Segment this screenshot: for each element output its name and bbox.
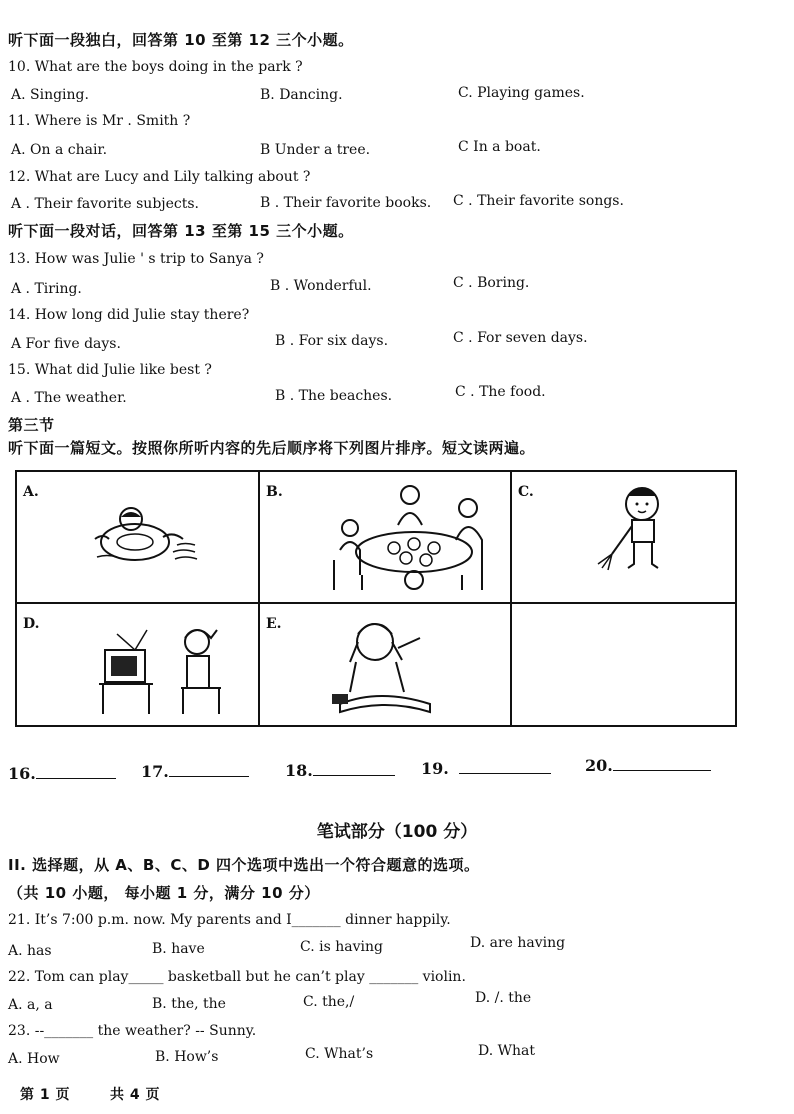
picture-a-label: A. [23,484,39,500]
q21-option-b[interactable]: B. have [152,941,205,957]
choice-subheading: （共 10 小题， 每小题 1 分，满分 10 分） [8,884,320,902]
q10-option-c[interactable]: C. Playing games. [458,85,585,101]
q13-option-a[interactable]: A . Tiring. [11,281,82,297]
q21-option-c[interactable]: C. is having [300,939,383,955]
question-21: 21. It’s 7:00 p.m. now. My parents and I_______ dinner happily. [8,912,451,928]
blank-number: 19. [421,759,449,778]
blank-number: 16. [8,764,36,783]
blank-number: 17. [141,762,169,781]
picture-d [17,604,258,727]
q12-option-b[interactable]: B . Their favorite books. [260,195,432,211]
picture-b-label: B. [266,484,283,500]
question-13: 13. How was Julie ' s trip to Sanya ? [8,251,264,267]
written-part-title: 笔试部分（100 分） [316,822,478,842]
picture-d-label: D. [23,616,40,632]
part3-instruction: 听下面一篇短文。按照你所听内容的先后顺序将下列图片排序。短文读两遍。 [8,439,536,457]
family-dinner-icon [322,480,502,595]
q22-option-d[interactable]: D. /. the [475,990,532,1006]
choice-heading: II. 选择题，从 A、B、C、D 四个选项中选出一个符合题意的选项。 [8,856,480,874]
blank-number: 20. [585,756,613,775]
q14-option-a[interactable]: A For five days. [11,336,121,352]
answer-blank-17[interactable] [141,762,249,781]
question-23: 23. --_______ the weather? -- Sunny. [8,1023,257,1039]
q15-option-a[interactable]: A . The weather. [11,390,127,406]
picture-grid [15,470,737,727]
question-11: 11. Where is Mr . Smith ? [8,113,191,129]
q22-option-c[interactable]: C. the,/ [303,994,355,1010]
q21-option-d[interactable]: D. are having [470,935,566,951]
question-10: 10. What are the boys doing in the park ? [8,59,303,75]
q10-option-a[interactable]: A. Singing. [11,87,89,103]
q12-option-a[interactable]: A . Their favorite subjects. [11,196,200,212]
q23-option-c[interactable]: C. What’s [305,1046,374,1062]
monologue-heading: 听下面一段独白，回答第 10 至第 12 三个小题。 [8,31,354,49]
q14-option-b[interactable]: B . For six days. [275,333,389,349]
q11-option-c[interactable]: C In a boat. [458,139,541,155]
boy-studying-icon [330,612,440,722]
q12-option-c[interactable]: C . Their favorite songs. [453,193,624,209]
q15-option-b[interactable]: B . The beaches. [275,388,393,404]
q13-option-b[interactable]: B . Wonderful. [270,278,372,294]
blank-number: 18. [285,761,313,780]
swimming-boy-icon [87,497,207,587]
answer-blank-20[interactable] [585,756,711,775]
q23-option-d[interactable]: D. What [478,1043,536,1059]
dialogue-heading: 听下面一段对话，回答第 13 至第 15 三个小题。 [8,222,354,240]
picture-e [260,604,510,727]
page-total: 共 4 页 [110,1087,160,1103]
answer-blank-19[interactable] [421,759,551,778]
page-number: 第 1 页 [20,1087,70,1103]
picture-a [17,472,258,602]
q11-option-b[interactable]: B Under a tree. [260,142,371,158]
question-22: 22. Tom can play_____ basketball but he can’t play _______ violin. [8,969,466,985]
question-14: 14. How long did Julie stay there? [8,307,250,323]
q13-option-c[interactable]: C . Boring. [453,275,530,291]
q22-option-b[interactable]: B. the, the [152,996,226,1012]
answer-blank-16[interactable] [8,764,116,783]
q10-option-b[interactable]: B. Dancing. [260,87,343,103]
answer-blank-18[interactable] [285,761,395,780]
part3-label: 第三节 [8,416,55,434]
q23-option-a[interactable]: A. How [8,1051,60,1067]
picture-empty [512,604,737,727]
q22-option-a[interactable]: A. a, a [8,997,53,1013]
boy-sweeping-icon [592,482,682,582]
q15-option-c[interactable]: C . The food. [455,384,546,400]
picture-e-label: E. [266,616,282,632]
picture-c-label: C. [518,484,534,500]
q11-option-a[interactable]: A. On a chair. [11,142,108,158]
q14-option-c[interactable]: C . For seven days. [453,330,588,346]
question-15: 15. What did Julie like best ? [8,362,212,378]
q21-option-a[interactable]: A. has [8,943,52,959]
girl-watching-tv-icon [97,622,227,722]
picture-c [512,472,737,602]
q23-option-b[interactable]: B. How’s [155,1049,219,1065]
question-12: 12. What are Lucy and Lily talking about ? [8,169,311,185]
picture-b [260,472,510,602]
